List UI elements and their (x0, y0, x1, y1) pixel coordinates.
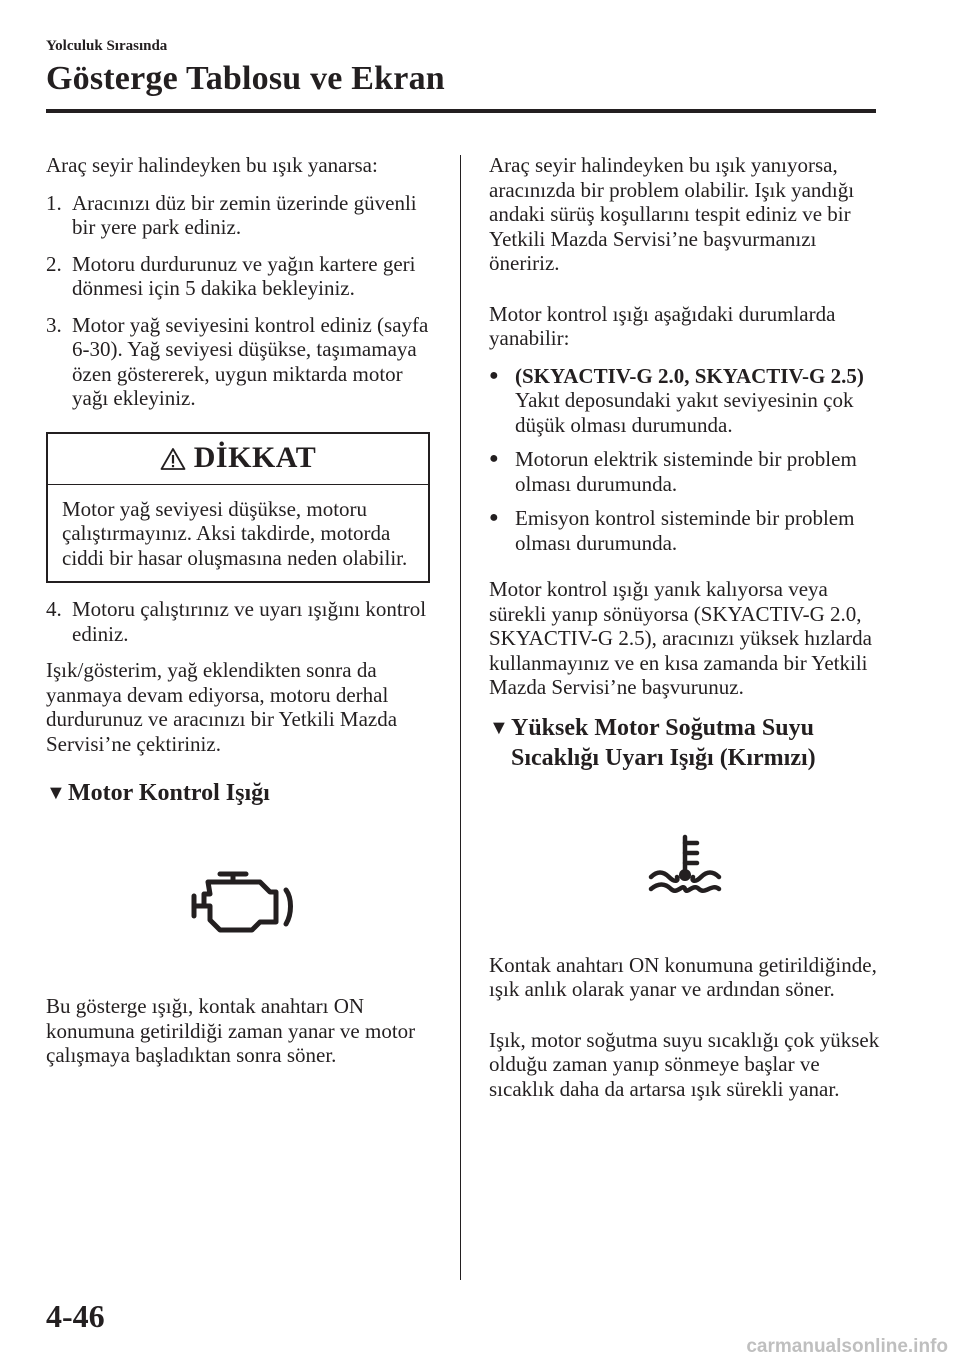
caution-text: Motor yağ seviyesi düşükse, motoru çalıştırmayınız. Aksi takdirde, motorda ciddi bir hasar oluşmasına neden olabilir. (62, 496, 408, 570)
list-item (46, 313, 438, 411)
coolant-temperature-icon-wrap (489, 833, 881, 895)
list-number: 1. (46, 190, 62, 215)
list-number: 4. (46, 597, 62, 621)
list-number: 2. (46, 251, 62, 276)
section-heading (489, 713, 881, 773)
paragraph: Araç seyir halindeyken bu ışık yanıyorsa, aracınızda bir problem olabilir. Işık yandığı andaki sürüş koşullarını tespit ediniz ve bir Yetkili Mazda Servisi’ne başvurmanızı öneririz. (489, 153, 855, 275)
coolant-temperature-icon (647, 833, 723, 895)
watermark: carmanualsonline.info (746, 1336, 948, 1357)
bullet-item (489, 506, 881, 555)
caution-header (48, 434, 428, 485)
bullet-text: Motorun elektrik sisteminde bir problem olması durumunda. (515, 447, 857, 496)
heading-text: Motor Kontrol Işığı (68, 780, 270, 806)
list-text: Motoru çalıştırınız ve uyarı ışığını kontrol ediniz. (72, 597, 427, 646)
paragraph: Kontak anahtarı ON konumuna getirildiğinde, ışık anlık olarak yanar ve ardından söner. (489, 952, 877, 1001)
list-item (46, 191, 438, 240)
bullet-icon: ● (489, 509, 499, 526)
title-rule (46, 109, 876, 113)
paragraph: Motor kontrol ışığı aşağıdaki durumlarda yanabilir: (489, 301, 836, 350)
column-divider (460, 155, 461, 1280)
list-item (46, 597, 438, 646)
list-text: Motor yağ seviyesini kontrol ediniz (sayfa 6-30). Yağ seviyesi düşükse, taşımamaya özen göstererek, uygun miktarda motor yağı ekleyiniz. (72, 312, 429, 410)
section-label: Yolculuk Sırasında (46, 38, 168, 54)
bullet-icon: ● (489, 366, 499, 384)
paragraph: Motor kontrol ışığı yanık kalıyorsa veya sürekli yanıp sönüyorsa (SKYACTIV-G 2.0, SKYACTIV-G 2.5), aracınızı yüksek hızlarda kullanmayınız ve en kısa zamanda bir Yetkili Mazda Servisi’ne başvurunuz. (489, 577, 872, 699)
left-column (46, 153, 438, 1081)
bullet-text: Emisyon kontrol sisteminde bir problem olması durumunda. (515, 506, 855, 555)
list-item (46, 252, 438, 301)
warning-triangle-icon (160, 447, 186, 471)
list-text: Motoru durdurunuz ve yağın kartere geri dönmesi için 5 dakika bekleyiniz. (72, 251, 416, 300)
bullet-text: Yakıt deposundaki yakıt seviyesinin çok düşük olması durumunda. (515, 388, 854, 437)
after-text: Işık/gösterim, yağ eklendikten sonra da yanmaya devam ediyorsa, motoru derhal durdurunuz ve aracınızı bir Yetkili Mazda Servisi’ne çektiriniz. (46, 658, 398, 756)
bullet-item (489, 364, 881, 438)
check-engine-icon (190, 868, 294, 936)
list-number: 3. (46, 312, 62, 337)
caution-title: DİKKAT (193, 441, 317, 475)
heading-text: Yüksek Motor Soğutma Suyu Sıcaklığı Uyarı Işığı (Kırmızı) (511, 714, 816, 771)
list-text: Aracınızı düz bir zemin üzerinde güvenli bir yere park ediniz. (72, 190, 417, 239)
caution-box (46, 432, 430, 584)
page-number: 4-46 (46, 1298, 105, 1334)
intro-text: Araç seyir halindeyken bu ışık yanarsa: (46, 153, 378, 177)
paragraph: Işık, motor soğutma suyu sıcaklığı çok yüksek olduğu zaman yanıp sönmeye başlar ve sıcaklık daha da artarsa ışık sürekli yanar. (489, 1027, 880, 1101)
page-title: Gösterge Tablosu ve Ekran (46, 60, 445, 97)
check-engine-icon-wrap (46, 868, 438, 936)
bullet-item (489, 447, 881, 496)
bullet-bold-text: (SKYACTIV-G 2.0, SKYACTIV-G 2.5) (515, 363, 864, 388)
check-engine-description: Bu gösterge ışığı, kontak anahtarı ON konumuna getirildiği zaman yanar ve motor çalışmaya başladıktan sonra söner. (46, 994, 416, 1067)
triangle-bullet-icon: ▼ (46, 782, 66, 804)
bullet-icon: ● (489, 450, 499, 467)
section-heading (46, 778, 438, 808)
right-column (489, 153, 881, 1114)
triangle-bullet-icon: ▼ (489, 716, 509, 739)
